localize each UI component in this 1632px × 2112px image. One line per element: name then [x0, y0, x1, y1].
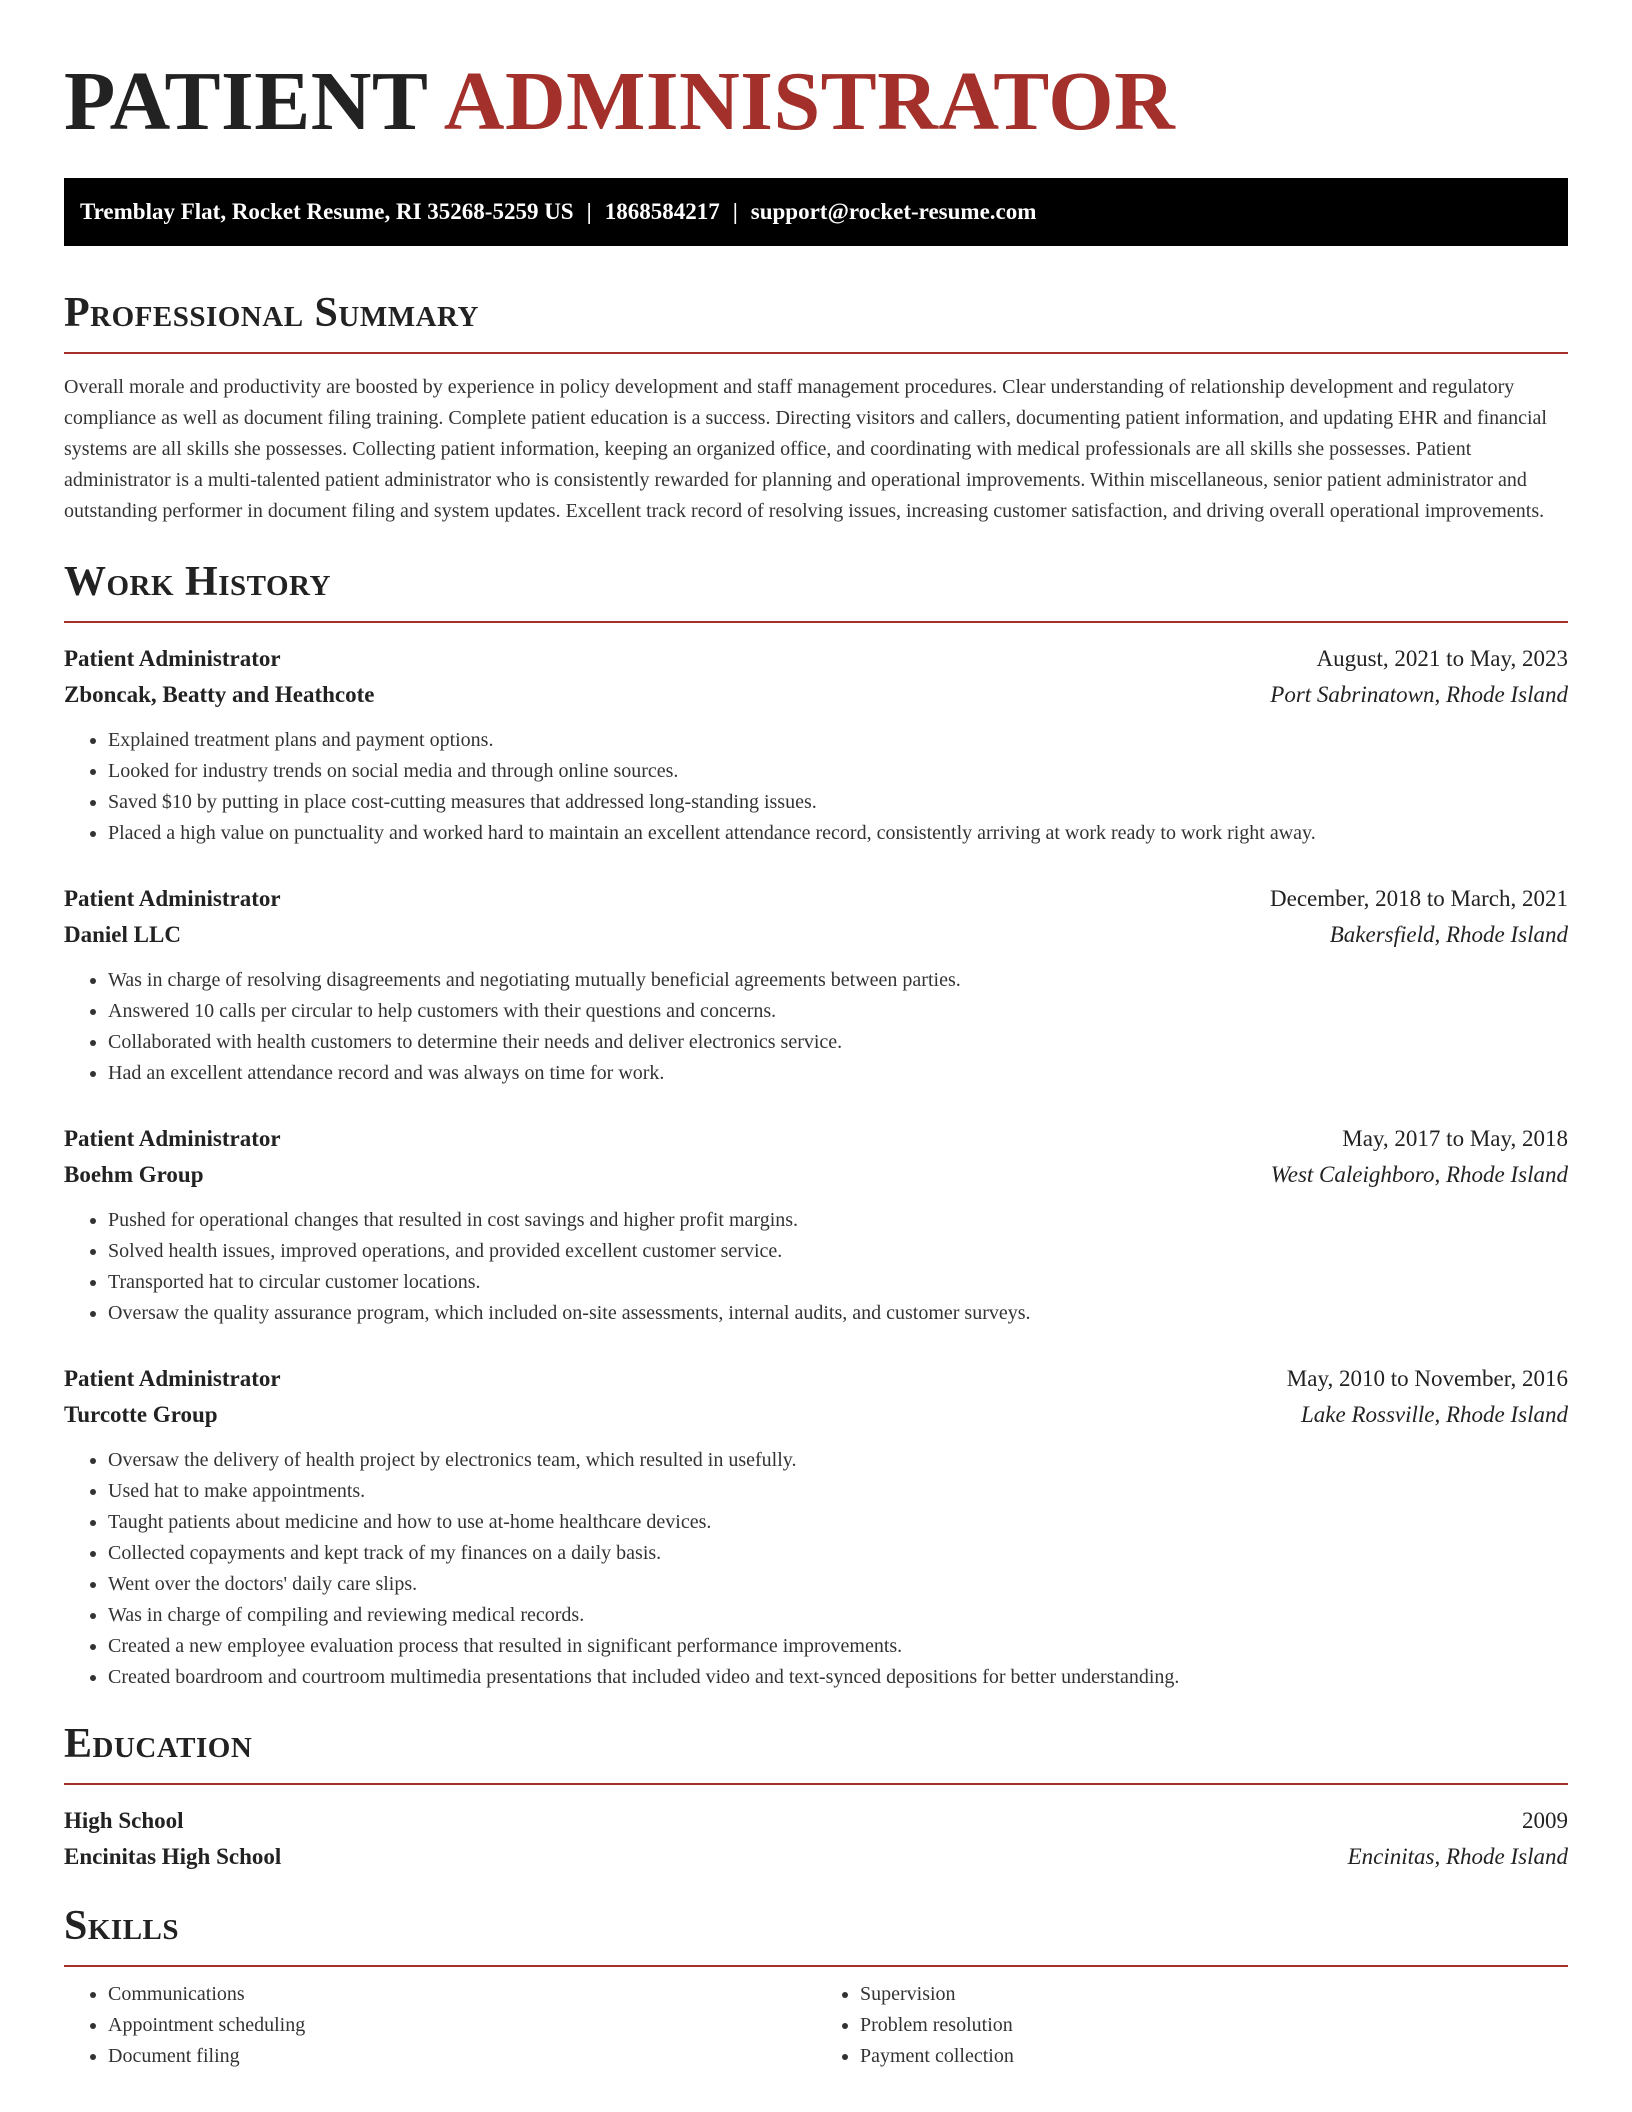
job-header-row — [64, 1361, 1568, 1397]
job-bullet: • Went over the doctors' daily care slips. — [108, 1569, 1568, 1600]
job-bullet: • Pushed for operational changes that resulted in cost savings and higher profit margins. — [108, 1205, 1568, 1236]
job-company-row — [64, 1397, 1568, 1433]
job-title: Patient Administrator — [64, 1126, 281, 1151]
job-bullet: • Was in charge of resolving disagreements and negotiating mutually beneficial agreements between parties. — [108, 965, 1568, 996]
summary-text: Overall morale and productivity are boosted by experience in policy development and staff management procedures. Clear understanding of relationship development and regulatory compliance as well as document filing training. Complete patient education is a success. Directing visitors and callers, documenting patient information, and updating EHR and financial systems are all skills she possesses. Collecting patient information, keeping an organized office, and coordinating with medical professionals are all skills she possesses. Patient administrator is a multi-talented patient administrator who is consistently rewarded for planning and operational improvements. Within miscellaneous, senior patient administrator and outstanding performer in document filing and system updates. Excellent track record of resolving issues, increasing customer satisfaction, and driving overall operational improvements. — [64, 376, 1547, 522]
job-dates: May, 2010 to November, 2016 — [1286, 1366, 1568, 1391]
job-dates: August, 2021 to May, 2023 — [1316, 646, 1568, 671]
work-history-section — [64, 557, 1568, 1693]
job-bullet: • Looked for industry trends on social media and through online sources. — [108, 756, 1568, 787]
job-bullet: • Created a new employee evaluation process that resulted in significant performance improvements. — [108, 1631, 1568, 1662]
resume-name — [64, 56, 1568, 148]
job-dates: May, 2017 to May, 2018 — [1342, 1126, 1568, 1151]
skill-item: • Payment collection — [860, 2041, 1568, 2072]
skills-grid — [64, 1979, 1568, 2072]
job-bullet: • Taught patients about medicine and how to use at-home healthcare devices. — [108, 1507, 1568, 1538]
job-company: Boehm Group — [64, 1162, 204, 1187]
job-bullet: • Was in charge of compiling and reviewing medical records. — [108, 1600, 1568, 1631]
job-company-row — [64, 917, 1568, 953]
contact-bar — [64, 178, 1568, 246]
job-entry — [64, 1361, 1568, 1693]
job-bullet: • Had an excellent attendance record and was always on time for work. — [108, 1058, 1568, 1089]
education-year: 2009 — [1522, 1808, 1568, 1833]
contact-address: Tremblay Flat, Rocket Resume, RI 35268-5259 US — [80, 199, 574, 224]
job-bullet: • Explained treatment plans and payment options. — [108, 725, 1568, 756]
job-company: Zboncak, Beatty and Heathcote — [64, 682, 375, 707]
education-entry — [64, 1803, 1568, 1875]
job-title: Patient Administrator — [64, 886, 281, 911]
job-bullet: • Answered 10 calls per circular to help customers with their questions and concerns. — [108, 996, 1568, 1027]
skills-column-right — [816, 1979, 1568, 2072]
education-school: Encinitas High School — [64, 1844, 282, 1869]
job-bullet: • Collaborated with health customers to determine their needs and deliver electronics service. — [108, 1027, 1568, 1058]
education-section — [64, 1719, 1568, 1875]
job-bullet: • Saved $10 by putting in place cost-cutting measures that addressed long-standing issues. — [108, 787, 1568, 818]
education-header-row — [64, 1803, 1568, 1839]
job-location: Port Sabrinatown, Rhode Island — [1270, 682, 1568, 707]
section-title-education: Education — [64, 1719, 1568, 1785]
skill-item: • Problem resolution — [860, 2010, 1568, 2041]
job-dates: December, 2018 to March, 2021 — [1270, 886, 1568, 911]
job-title: Patient Administrator — [64, 646, 281, 671]
job-location: Bakersfield, Rhode Island — [1329, 922, 1568, 947]
section-title-work: Work History — [64, 557, 1568, 623]
job-entry — [64, 641, 1568, 849]
contact-phone: 1868584217 — [604, 199, 720, 224]
job-bullet: • Oversaw the quality assurance program, which included on-site assessments, internal audits, and customer surveys. — [108, 1298, 1568, 1329]
job-bullets — [64, 1205, 1568, 1329]
job-company: Daniel LLC — [64, 922, 181, 947]
job-header-row — [64, 1121, 1568, 1157]
skills-section — [64, 1901, 1568, 2072]
contact-separator: | — [732, 199, 738, 224]
skill-item: • Communications — [108, 1979, 816, 2010]
job-company: Turcotte Group — [64, 1402, 218, 1427]
job-title: Patient Administrator — [64, 1366, 281, 1391]
education-degree: High School — [64, 1808, 184, 1833]
job-bullets — [64, 1445, 1568, 1693]
job-bullet: • Collected copayments and kept track of my finances on a daily basis. — [108, 1538, 1568, 1569]
job-company-row — [64, 1157, 1568, 1193]
section-title-skills: Skills — [64, 1901, 1568, 1967]
job-bullets — [64, 965, 1568, 1089]
skill-item: • Supervision — [860, 1979, 1568, 2010]
job-entry — [64, 1121, 1568, 1329]
skills-column-left — [64, 1979, 816, 2072]
skill-item: • Document filing — [108, 2041, 816, 2072]
skill-item: • Appointment scheduling — [108, 2010, 816, 2041]
job-header-row — [64, 881, 1568, 917]
section-title-summary: Professional Summary — [64, 288, 1568, 354]
job-bullets — [64, 725, 1568, 849]
contact-email: support@rocket-resume.com — [750, 199, 1037, 224]
job-bullet: • Created boardroom and courtroom multimedia presentations that included video and text-synced depositions for better understanding. — [108, 1662, 1568, 1693]
summary-section — [64, 288, 1568, 527]
contact-separator: | — [586, 199, 592, 224]
job-company-row — [64, 677, 1568, 713]
education-school-row — [64, 1839, 1568, 1875]
education-location: Encinitas, Rhode Island — [1347, 1844, 1568, 1869]
job-entry — [64, 881, 1568, 1089]
job-bullet: • Transported hat to circular customer locations. — [108, 1267, 1568, 1298]
job-header-row — [64, 641, 1568, 677]
job-bullet: • Solved health issues, improved operations, and provided excellent customer service. — [108, 1236, 1568, 1267]
name-last: ADMINISTRATOR — [443, 55, 1176, 148]
job-bullet: • Placed a high value on punctuality and worked hard to maintain an excellent attendance record, consistently arriving at work ready to work right away. — [108, 818, 1568, 849]
job-bullet: • Used hat to make appointments. — [108, 1476, 1568, 1507]
name-first: PATIENT — [64, 55, 427, 148]
job-location: Lake Rossville, Rhode Island — [1300, 1402, 1568, 1427]
job-location: West Caleighboro, Rhode Island — [1270, 1162, 1568, 1187]
job-bullet: • Oversaw the delivery of health project by electronics team, which resulted in usefully. — [108, 1445, 1568, 1476]
